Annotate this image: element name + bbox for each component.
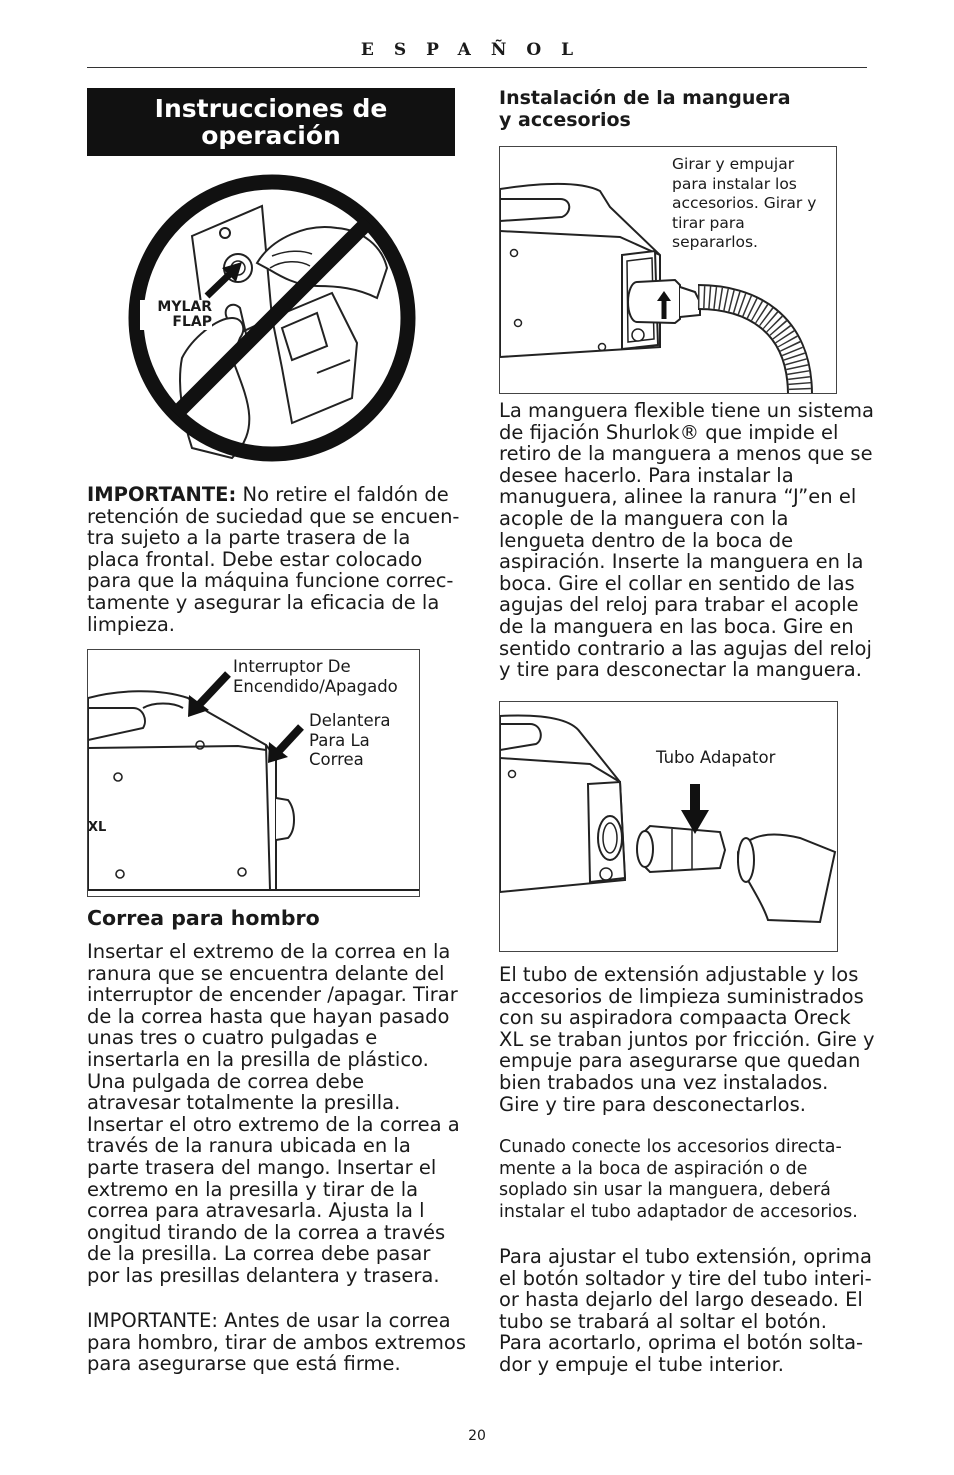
- mylar-flap-label: MYLAR FLAP: [140, 300, 212, 330]
- adapter-label: Tubo Adapator: [656, 748, 776, 767]
- title-box: [87, 88, 455, 156]
- xl-brand-mark: XL: [88, 820, 107, 835]
- important-paragraph: [87, 484, 467, 635]
- adapter-paragraph-3: Para ajustar el tubo extensión, oprima el botón soltador y tire del tubo interi- or hasta dejarlo del largo deseado. El tubo se trabará al soltar el botón. Para acortarlo, oprima el botón solta- dor y empuje el tube interior.: [499, 1245, 872, 1376]
- switch-figure: [87, 649, 420, 897]
- strap-front-label: Delantera Para La Correa: [309, 711, 391, 769]
- switch-label: Interruptor De Encendido/Apagado: [233, 657, 398, 696]
- title-line-2: operación: [201, 121, 341, 150]
- section-header: ESPAÑOL: [360, 40, 594, 60]
- shoulder-strap-text: Insertar el extremo de la correa en la ranura que se encuentra delante del interruptor de encender /apagar. Tirar de la correa hasta que hayan pasado unas tres o cuatro pulgadas e insertarla en la presilla de plástico. Una pulgada de correa debe atravesar totalmente la presilla. Insertar el otro extremo de la correa a través de la ranura ubicada en la parte trasera del mango. Insertar el extremo en la presilla y tirar de la correa para atravesarla. Ajusta la l ongitud tirando de la correa a través de la presilla. La correa debe pasar por las presillas delantera y trasera.: [87, 940, 460, 1287]
- title-line-1: Instrucciones de: [154, 94, 388, 123]
- adapter-paragraph-2: Cunado conecte los accesorios directa- mente a la boca de aspiración o de soplado sin usar la manguera, deberá instalar el tubo adaptador de accesorios.: [499, 1137, 858, 1222]
- shoulder-strap-heading: Correa para hombro: [87, 906, 320, 930]
- important-lead: IMPORTANTE:: [87, 483, 237, 506]
- adapter-paragraph-1: El tubo de extensión adjustable y los accesorios de limpieza suministrados con su aspiradora compaacta Oreck XL se traban juntos por fricción. Gire y empuje para asegurarse que quedan bien trabados una vez instalados. Gire y tire para desconectarlos.: [499, 963, 875, 1116]
- important-text: No retire el faldón de retención de suciedad que se encuen- tra sujeto a la parte trasera de la placa frontal. Debe estar colocado para que la máquina funcione correc- tamente y asegurar la eficacia de la limpieza.: [87, 483, 460, 636]
- hose-text: La manguera flexible tiene un sistema de fijación Shurlok® que impide el retiro de la manguera a menos que se desee hacerlo. Para instalar la manuguera, alinee la ranura “J”en el acople de la manguera con la lengueta dentro de la boca de aspiración. Inserte la manguera en la boca. Gire el collar en sentido de las agujas del reloj para trabar el acople de la manguera en las boca. Gire en sentido contrario a las agujas del reloj y tire para desconectar la manguera.: [499, 399, 874, 682]
- hose-heading: Instalación de la manguera y accesorios: [499, 87, 791, 131]
- hose-figure-label: Girar y empujar para instalar los accesorios. Girar y tirar para separarlos.: [672, 155, 817, 251]
- hose-figure: [499, 146, 837, 394]
- shoulder-strap-important: IMPORTANTE: Antes de usar la correa para hombro, tirar de ambos extremos para asegurarse que está firme.: [87, 1309, 467, 1376]
- adapter-tube-illustration: [500, 702, 838, 952]
- adapter-figure: [499, 701, 838, 952]
- page-number: 20: [468, 1428, 486, 1444]
- header-rule: [87, 67, 867, 68]
